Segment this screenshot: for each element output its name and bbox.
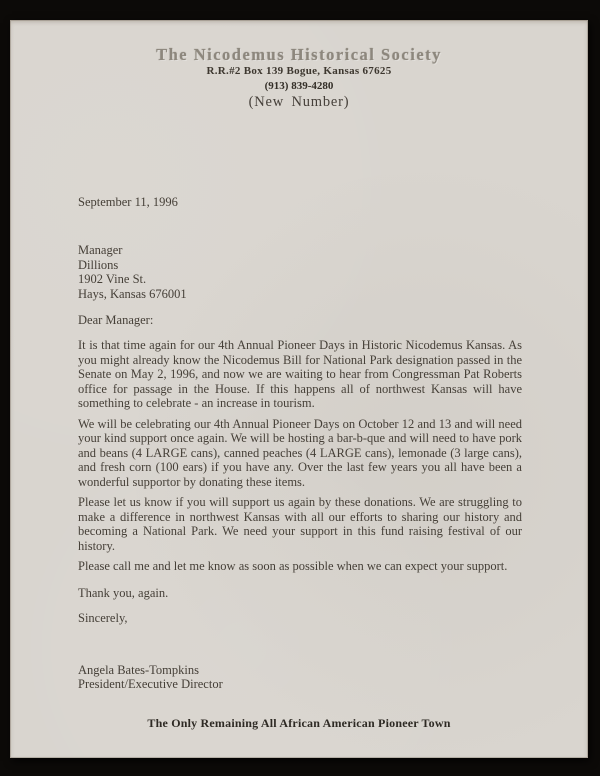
recipient-line-street: 1902 Vine St.: [78, 272, 147, 286]
salutation: Dear Manager:: [78, 313, 154, 327]
recipient-line-city: Hays, Kansas 676001: [78, 286, 187, 301]
letter-body: [78, 195, 522, 692]
letter-page: [10, 20, 588, 758]
paragraph-3: Please let us know if you will support us again by these donations. We are struggling to make a difference in northwest Kansas with all our efforts to sharing our history and becoming a National Park. We need your support in this fund raising festival of our history.: [78, 495, 522, 553]
letterhead: [10, 20, 588, 110]
footer-tagline: The Only Remaining All African American Pioneer Town: [147, 716, 451, 730]
recipient-line-company: Dillions: [78, 257, 119, 272]
paragraph-1: It is that time again for our 4th Annual Pioneer Days in Historic Nicodemus Kansas. As you might already know the Nicodemus Bill for National Park designation passed in the Senate on May 2, 1996, and now we are waiting to hear from Congressman Pat Roberts office for passage in the House. If this happens all of northwest Kansas will have something to celebrate - an increase in tourism.: [78, 338, 522, 410]
letter-date: September 11, 1996: [78, 195, 178, 209]
signature-title: President/Executive Director: [78, 677, 223, 691]
recipient-line-name: Manager: [78, 243, 123, 257]
paragraph-2: We will be celebrating our 4th Annual Pioneer Days on October 12 and 13 and will need your kind support once again. We will be hosting a bar-b-que and will need to have pork and beans (4 LARGE cans), canned peaches (4 LARGE cans), lemonade (3 large cans), and fresh corn (100 ears) if you have any. Over the last few years you all have been a wonderful supportor by donating these items.: [78, 416, 522, 489]
signature-name: Angela Bates-Tompkins: [78, 662, 199, 677]
signature-block: [78, 663, 522, 692]
org-name: The Nicodemus Historical Society: [156, 45, 442, 64]
paragraph-4: Please call me and let me know as soon as possible when we can expect your support.: [78, 559, 508, 573]
org-phone: (913) 839-4280: [264, 80, 334, 92]
org-phone-note: (New Number): [248, 94, 350, 110]
closing-line: Sincerely,: [78, 610, 128, 625]
org-address: R.R.#2 Box 139 Bogue, Kansas 67625: [206, 65, 392, 77]
recipient-address: [78, 243, 522, 301]
thanks-line: Thank you, again.: [78, 585, 169, 600]
